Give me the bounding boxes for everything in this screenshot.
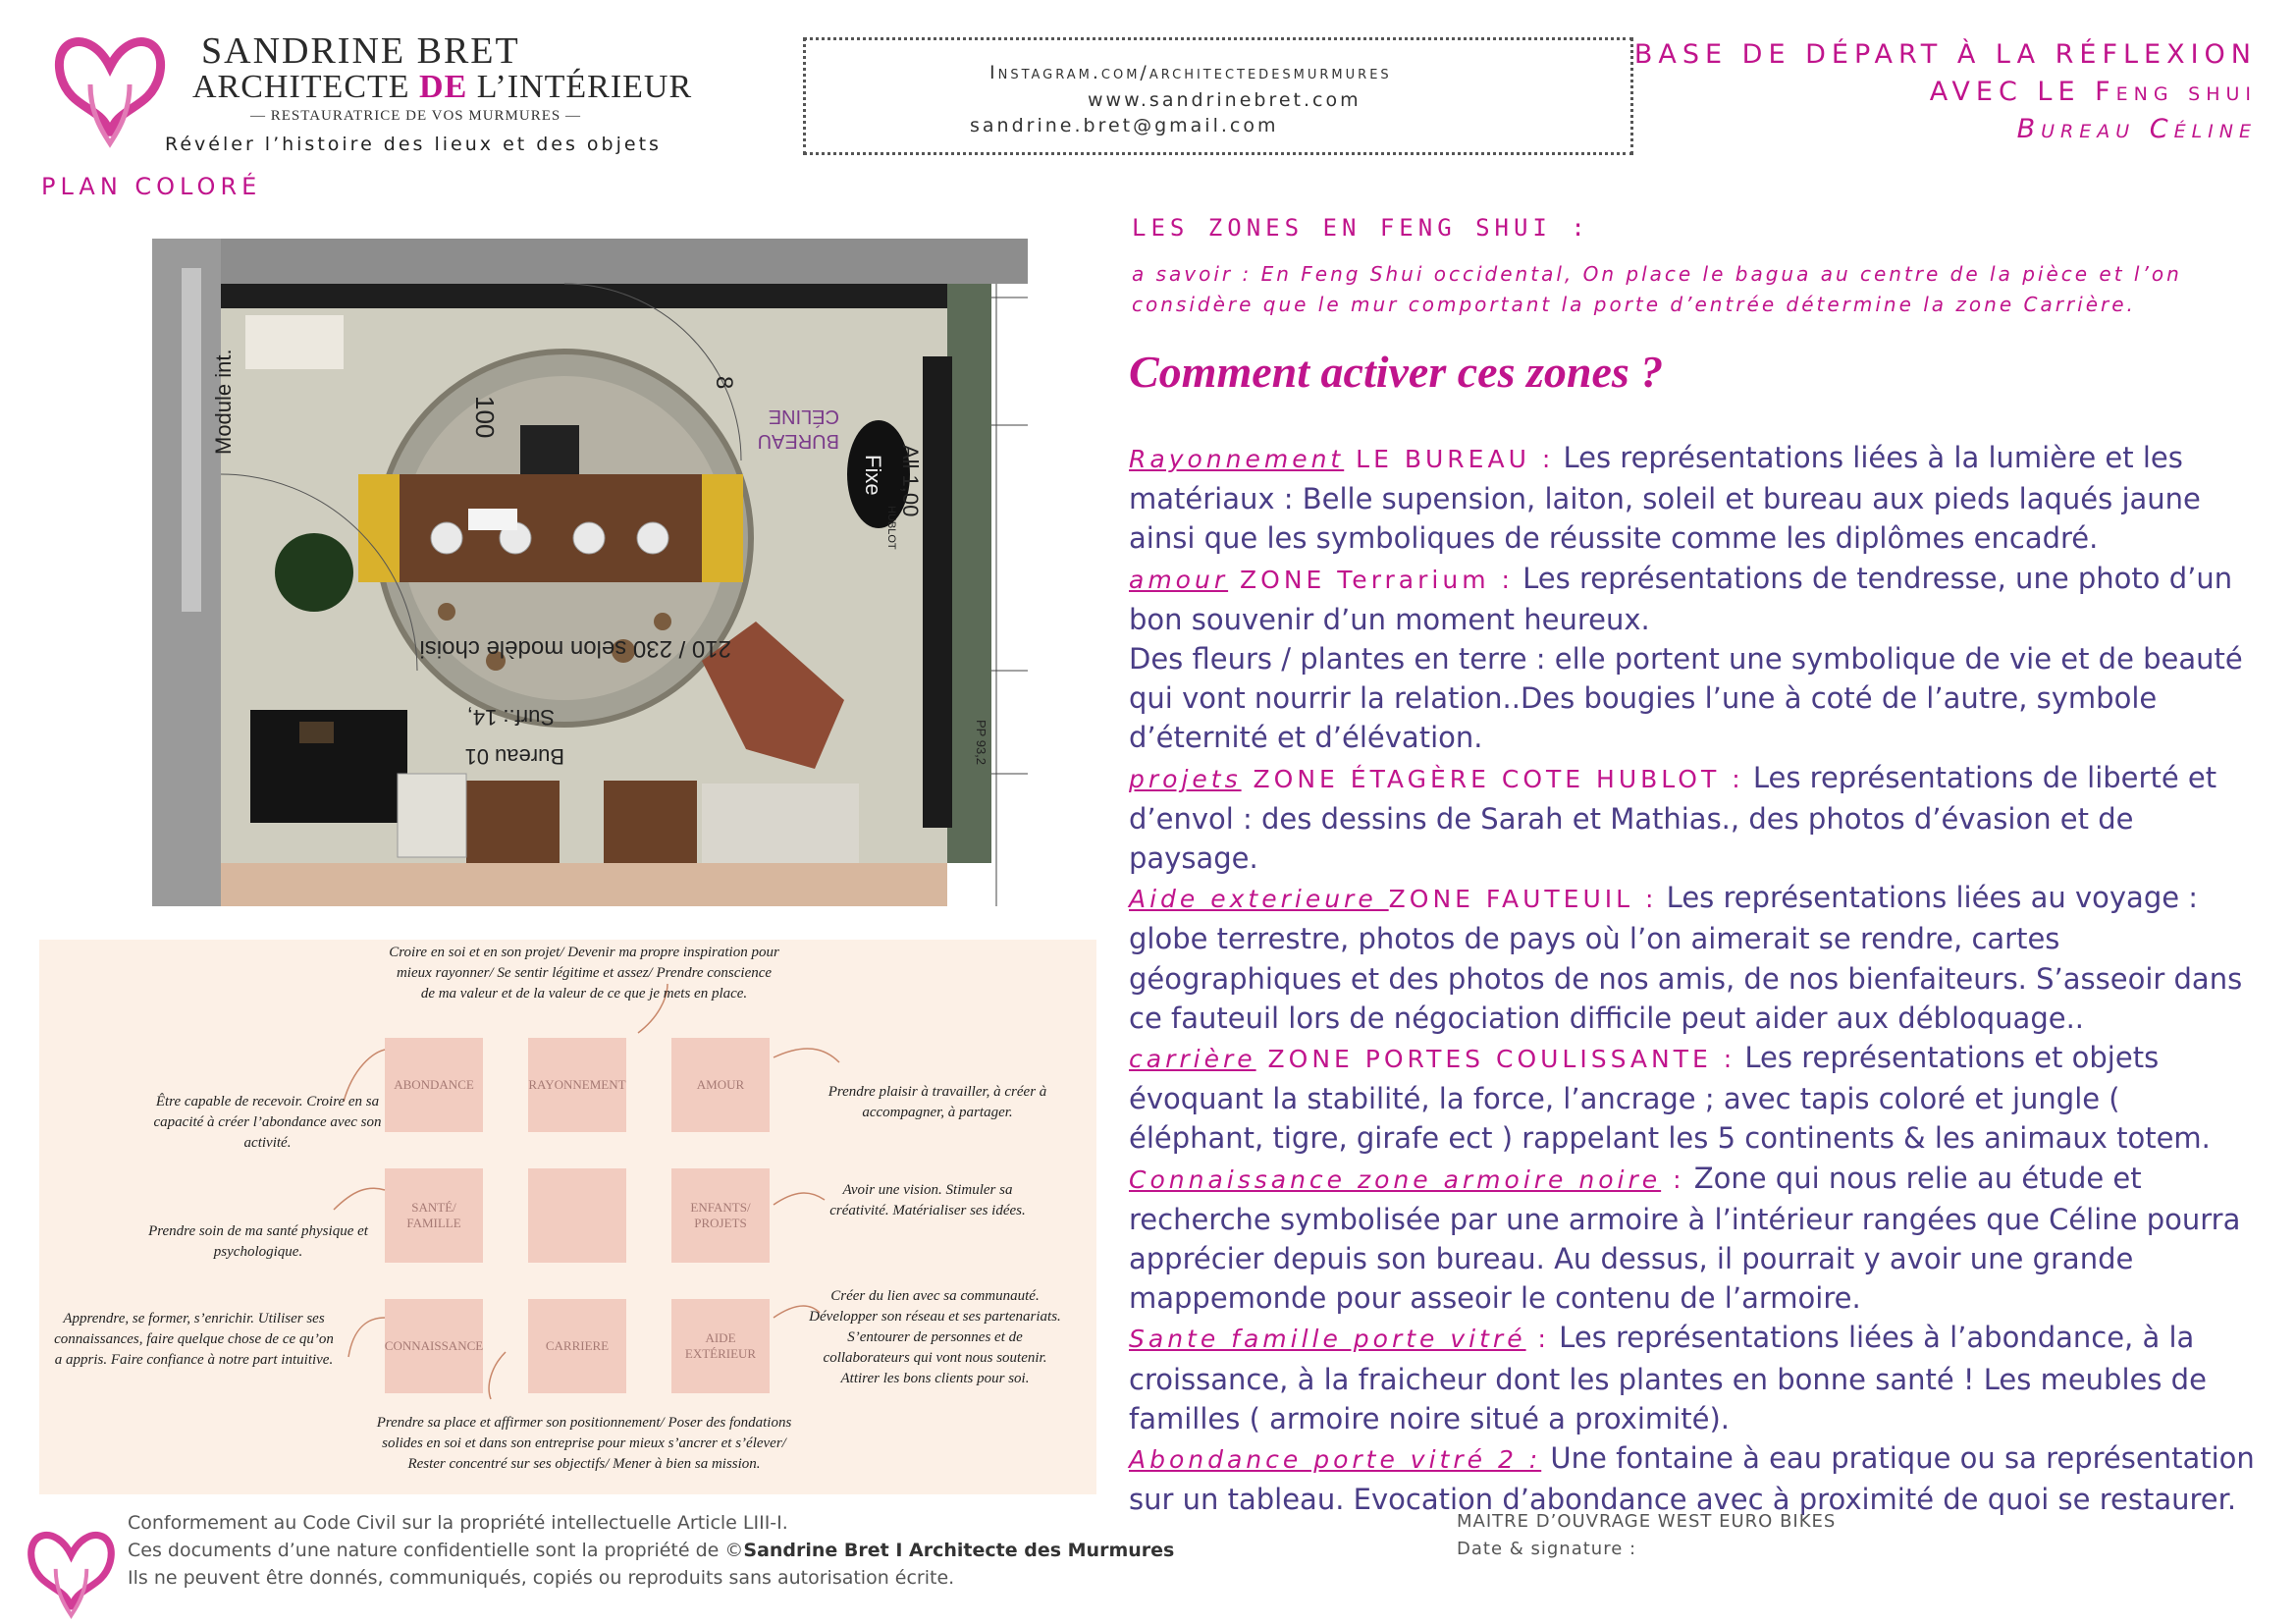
bagua-aide-exterieur: AIDE EXTÉRIEUR xyxy=(671,1299,770,1393)
maitre-ouvrage-line: MAITRE D’OUVRAGE WEST EURO BIKES xyxy=(1457,1511,1837,1532)
paragraph-sante-famille: Sante famille porte vitré : Les représentations liées à l’abondance, à la croissance, à la fraicheur dont les plantes en bonne santé ! Les meubles de familles ( armoire noire situé a proximité). xyxy=(1129,1321,2207,1435)
footer-logo-icon xyxy=(25,1524,118,1620)
paragraph-aide-exterieure: Aide exterieure ZONE FAUTEUIL : Les représentations liées au voyage : globe terrestre, photos de pays où l’on aimerait se rendre, cartes géographiques et des photos de nos amis, de nos bienfaiteurs. S’asseoir dans ce fauteuil lors de négociation difficile peut aider aux débloquage.. xyxy=(1129,881,2243,1035)
footer-line-3: Ils ne peuvent être donnés, communiqués, copiés ou reproduits sans autorisation écrite. xyxy=(128,1567,955,1589)
plan-label: PLAN COLORÉ xyxy=(41,173,262,200)
arrow-carriere xyxy=(489,1352,506,1399)
plan-label-pp: PP 93,2 xyxy=(974,720,988,766)
plan-label-all: All 1,00 xyxy=(898,445,923,517)
title-line-1: BASE DE DÉPART À LA RÉFLEXION xyxy=(1633,39,2257,70)
plan-label-bureau01: Bureau 01 xyxy=(464,744,564,769)
logo-icon xyxy=(51,27,169,149)
title-line-3: Bureau Céline xyxy=(2016,114,2257,144)
paragraph-fleurs: Des fleurs / plantes en terre : elle portent une symbolique de vie et de beauté qui vont nourrir la relation..Des bougies l’une à coté de l’autre, symbole d’éternité et d’élévation. xyxy=(1129,642,2243,755)
bagua-text-sante: Prendre soin de ma santé physique et psychologique. xyxy=(148,1223,368,1260)
plan-label-bureau: BUREAU xyxy=(757,430,839,452)
plan-label-surf: Surf.: 14, xyxy=(466,705,555,730)
bagua-text-amour: Prendre plaisir à travailler, à créer à accompagner, à partager. xyxy=(828,1084,1047,1120)
plan-label-8: 8 xyxy=(711,376,737,390)
bagua-amour: AMOUR xyxy=(671,1038,770,1132)
bagua-diagram xyxy=(39,940,1096,1494)
arrow-connaissance xyxy=(348,1318,385,1357)
paragraph-amour: amour ZONE Terrarium : Les représentations de tendresse, une photo d’un bon souvenir d’un moment heureux. xyxy=(1129,561,2233,636)
arrow-sante xyxy=(334,1188,385,1210)
bagua-rayonnement: RAYONNEMENT xyxy=(528,1038,626,1132)
arrow-projets xyxy=(774,1193,825,1205)
bagua-carriere: CARRIERE xyxy=(528,1299,626,1393)
bagua-text-carriere: Prendre sa place et affirmer son positionnement/ Poser des fondations solides en soi et dans son entreprise pour mieux s’ancrer et s’élever/ Rester concentré sur ses objectifs/ Mener à bien sa mission. xyxy=(376,1415,792,1472)
brand-name: SANDRINE BRET xyxy=(201,30,520,72)
zones-heading: LES ZONES EN FENG SHUI : xyxy=(1132,214,1590,242)
bagua-text-connaissance: Apprendre, se former, s’enrichir. Utiliser ses connaissances, faire quelque chose de ce qu’on a appris. Faire confiance à notre part intuitive. xyxy=(54,1311,334,1368)
footer-line-2: Ces documents d’une nature confidentielle sont la propriété de ©Sandrine Bret I Architecte des Murmures xyxy=(128,1540,1175,1561)
bagua-enfants-projets: ENFANTS/ PROJETS xyxy=(671,1168,770,1263)
bagua-sante-famille: SANTÉ/ FAMILLE xyxy=(385,1168,483,1263)
bagua-text-abondance: Être capable de recevoir. Croire en sa capacité à créer l’abondance avec son activité. xyxy=(153,1094,382,1151)
website-link[interactable]: www.sandrinebret.com xyxy=(1088,89,1362,111)
footer-line-1: Conformement au Code Civil sur la propriété intellectuelle Article LIII-I. xyxy=(128,1512,788,1534)
brand-title: ARCHITECTE DE L’INTÉRIEUR xyxy=(192,69,693,105)
signature-line: Date & signature : xyxy=(1457,1539,1637,1559)
plan-label-celine: CÉLINE xyxy=(768,406,839,427)
savoir-note: a savoir : En Feng Shui occidental, On place le bagua au centre de la pièce et l’on considère que le mur comportant la porte d’entrée détermine la zone Carrière. xyxy=(1132,262,2182,316)
contact-box xyxy=(803,37,1633,155)
brand-tagline: Révéler l’histoire des lieux et des objets xyxy=(165,134,662,155)
paragraph-abondance: Abondance porte vitré 2 : Une fontaine à eau pratique ou sa représentation sur un tableau. Evocation d’abondance avec à proximité de quoi se restaurer. xyxy=(1129,1441,2255,1517)
paragraph-rayonnement: Rayonnement LE BUREAU : Les représentations liées à la lumière et les matériaux : Belle supension, laiton, soleil et bureau aux pieds laqués jaune ainsi que les symboliques de réussite comme les diplômes encadré. xyxy=(1129,441,2201,556)
paragraph-connaissance: Connaissance zone armoire noire : Zone qui nous relie au étude et recherche symbolisée par une armoire à l’intérieur rangées que Céline pourra apprécier depuis son bureau. Au dessus, il pourrait y avoir une grande mappemonde pour asseoir le contenu de l’armoire. xyxy=(1129,1161,2241,1316)
plan-label-module: Module int. xyxy=(211,349,236,455)
plan-label-100: 100 xyxy=(470,396,500,439)
maitre-ouvrage xyxy=(1457,1508,1836,1563)
email-link[interactable]: sandrine.bret@gmail.com xyxy=(970,115,1279,136)
bagua-text-top: Croire en soi et en son projet/ Devenir ma propre inspiration pour mieux rayonner/ Se sentir légitime et assez/ Prendre conscience de ma valeur et de la valeur de ce que je mets en place. xyxy=(389,945,779,1001)
paragraph-carriere: carrière ZONE PORTES COULISSANTE : Les représentations et objets évoquant la stabilité, la force, l’ancrage ; avec tapis coloré et jungle ( éléphant, tigre, girafe ect ) rappelant les 5 continents & les animaux totem. xyxy=(1129,1041,2211,1156)
plan-label-fixe: Fixe xyxy=(861,455,885,496)
bagua-text-aide: Créer du lien avec sa communauté. Développer son réseau et ses partenariats. S’entourer de personnes et de collaborateurs qui vont nous soutenir. Attirer les bons clients pour soi. xyxy=(809,1288,1061,1386)
brand-subtitle: — RESTAURATRICE DE VOS MURMURES — xyxy=(250,108,581,124)
legal-footer xyxy=(128,1509,1174,1592)
title-line-2: AVEC LE Feng shui xyxy=(1929,77,2257,107)
bagua-connaissance: CONNAISSANCE xyxy=(385,1299,483,1393)
floor-plan xyxy=(152,239,1028,906)
bagua-abondance: ABONDANCE xyxy=(385,1038,483,1132)
instagram-link[interactable]: Instagram.com/architectedesmurmures xyxy=(989,62,1392,83)
zones-description xyxy=(1129,438,2258,1519)
activation-question: Comment activer ces zones ? xyxy=(1129,347,1664,397)
paragraph-projets: projets ZONE ÉTAGÈRE COTE HUBLOT : Les représentations de liberté et d’envol : des dessins de Sarah et Mathias., des photos d’évasion et de paysage. xyxy=(1129,760,2217,876)
bagua-text-projets: Avoir une vision. Stimuler sa créativité. Matérialiser ses idées. xyxy=(829,1182,1026,1218)
plan-label-hublot: HUBLOT xyxy=(885,506,897,550)
arrow-amour xyxy=(774,1049,839,1062)
plan-label-rug: 210 / 230 selon modèle choisi xyxy=(419,635,731,662)
